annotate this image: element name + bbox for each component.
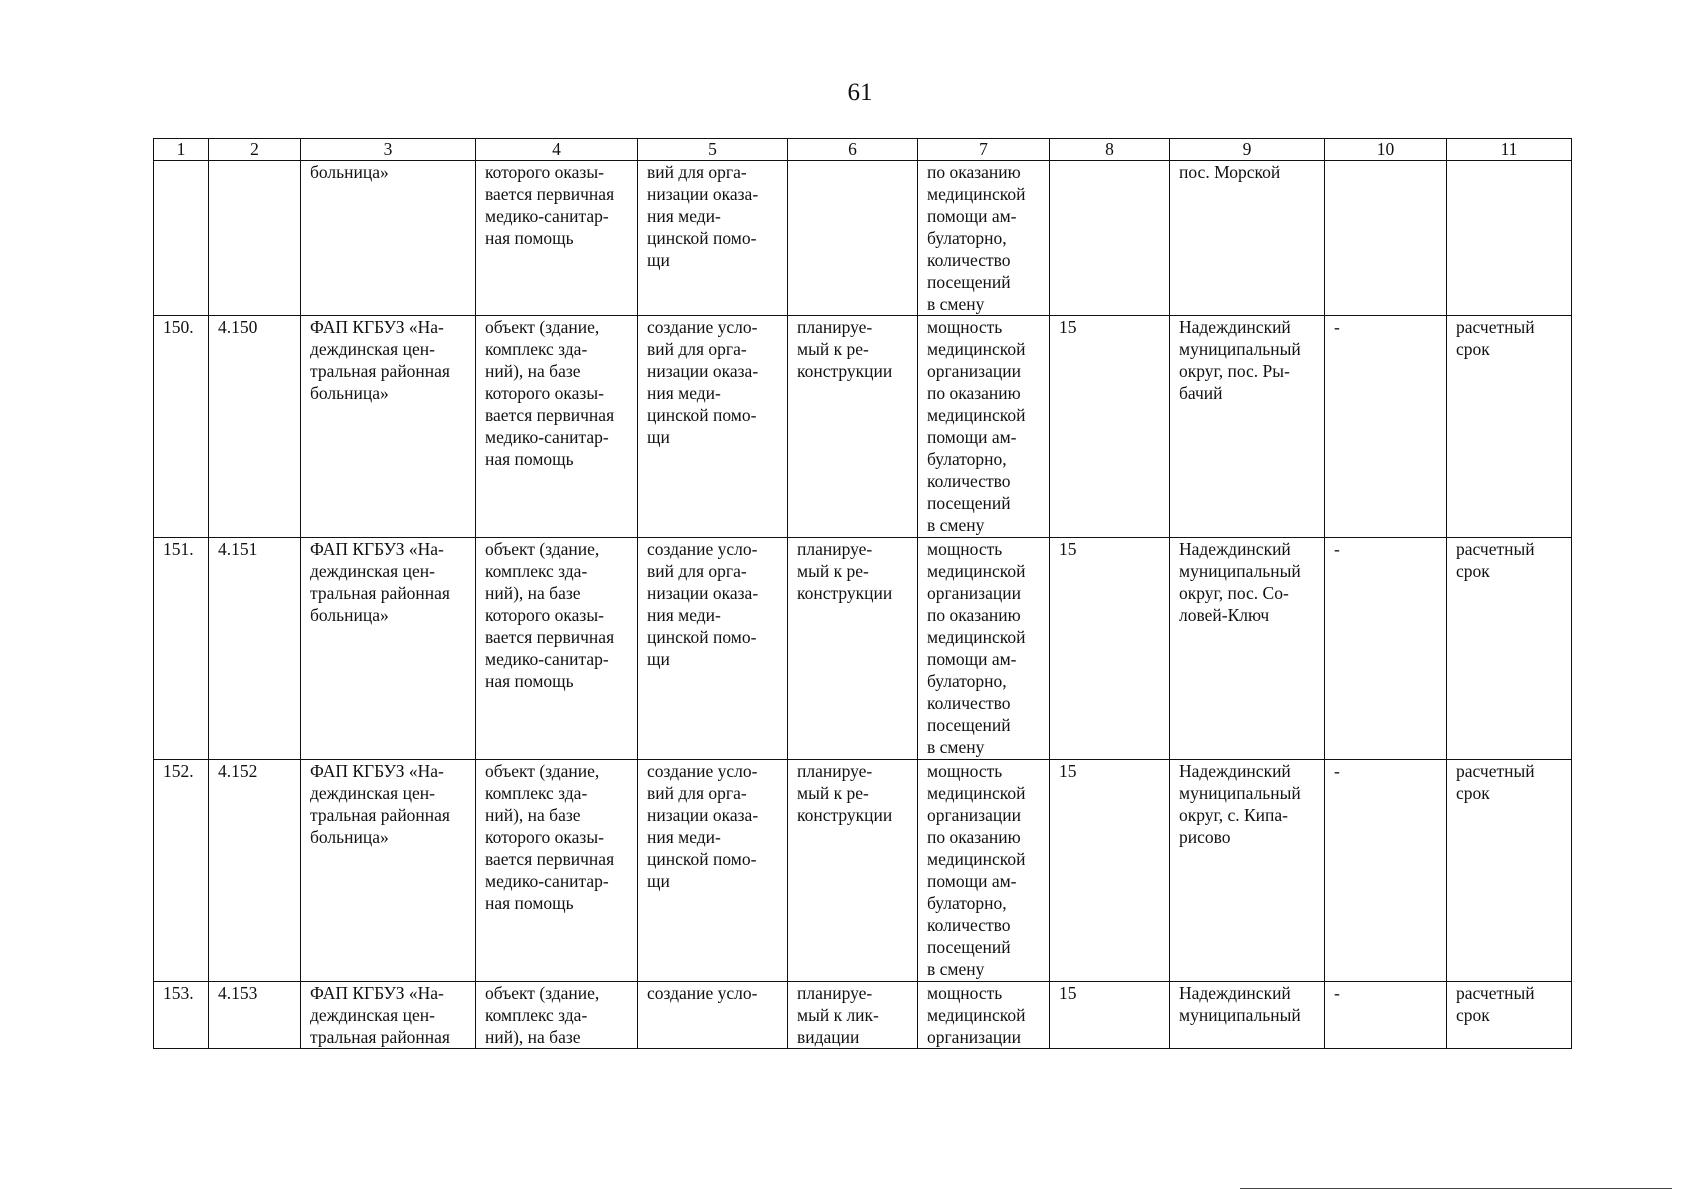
value-cell: [1050, 161, 1170, 316]
col10-cell: -: [1325, 538, 1447, 760]
column-header: 8: [1050, 139, 1170, 161]
column-header: 7: [918, 139, 1050, 161]
object-cell: объект (здание, комплекс зда- ний), на базе которого оказы- вается первичная медико-санитар- ная помощь: [476, 316, 638, 538]
object-cell: которого оказы- вается первичная медико-санитар- ная помощь: [476, 161, 638, 316]
table-row: [154, 161, 1572, 316]
purpose-cell: создание усло- вий для орга- низации оказа- ния меди- цинской помо- щи: [638, 316, 788, 538]
row-number-cell: 150.: [154, 316, 209, 538]
indicator-cell: по оказанию медицинской помощи ам- булаторно, количество посещений в смену: [918, 161, 1050, 316]
code-cell: 4.151: [209, 538, 301, 760]
column-number-row: [154, 139, 1572, 161]
row-number-cell: 153.: [154, 982, 209, 1049]
col10-cell: -: [1325, 982, 1447, 1049]
column-header: 5: [638, 139, 788, 161]
term-cell: расчетный срок: [1447, 538, 1572, 760]
code-cell: 4.152: [209, 760, 301, 982]
indicator-cell: мощность медицинской организации по оказанию медицинской помощи ам- булаторно, количество посещений в смену: [918, 760, 1050, 982]
indicator-cell: мощность медицинской организации по оказанию медицинской помощи ам- булаторно, количество посещений в смену: [918, 538, 1050, 760]
indicator-cell: мощность медицинской организации: [918, 982, 1050, 1049]
value-cell: 15: [1050, 982, 1170, 1049]
name-cell: больница»: [301, 161, 476, 316]
location-cell: Надеждинский муниципальный округ, с. Кипа- рисово: [1170, 760, 1325, 982]
page-number: 61: [847, 79, 873, 106]
name-cell: ФАП КГБУЗ «На- деждинская цен- тральная районная: [301, 982, 476, 1049]
row-number-cell: 151.: [154, 538, 209, 760]
code-cell: 4.153: [209, 982, 301, 1049]
document-table: [153, 138, 1572, 1049]
table-row: [154, 760, 1572, 982]
col10-cell: -: [1325, 760, 1447, 982]
term-cell: [1447, 161, 1572, 316]
name-cell: ФАП КГБУЗ «На- деждинская цен- тральная районная больница»: [301, 760, 476, 982]
column-header: 10: [1325, 139, 1447, 161]
object-cell: объект (здание, комплекс зда- ний), на базе которого оказы- вается первичная медико-санитар- ная помощь: [476, 538, 638, 760]
footer-rule: [1240, 1188, 1672, 1189]
purpose-cell: вий для орга- низации оказа- ния меди- цинской помо- щи: [638, 161, 788, 316]
location-cell: пос. Морской: [1170, 161, 1325, 316]
row-number-cell: 152.: [154, 760, 209, 982]
col10-cell: -: [1325, 316, 1447, 538]
location-cell: Надеждинский муниципальный округ, пос. Ры- бачий: [1170, 316, 1325, 538]
table-row: [154, 316, 1572, 538]
status-cell: планируе- мый к лик- видации: [788, 982, 918, 1049]
col10-cell: [1325, 161, 1447, 316]
status-cell: планируе- мый к ре- конструкции: [788, 316, 918, 538]
value-cell: 15: [1050, 316, 1170, 538]
table-row: [154, 982, 1572, 1049]
term-cell: расчетный срок: [1447, 760, 1572, 982]
name-cell: ФАП КГБУЗ «На- деждинская цен- тральная районная больница»: [301, 316, 476, 538]
location-cell: Надеждинский муниципальный: [1170, 982, 1325, 1049]
value-cell: 15: [1050, 760, 1170, 982]
purpose-cell: создание усло- вий для орга- низации оказа- ния меди- цинской помо- щи: [638, 760, 788, 982]
status-cell: [788, 161, 918, 316]
name-cell: ФАП КГБУЗ «На- деждинская цен- тральная районная больница»: [301, 538, 476, 760]
purpose-cell: создание усло-: [638, 982, 788, 1049]
column-header: 6: [788, 139, 918, 161]
location-cell: Надеждинский муниципальный округ, пос. Со- ловей-Ключ: [1170, 538, 1325, 760]
column-header: 11: [1447, 139, 1572, 161]
code-cell: [209, 161, 301, 316]
column-header: 1: [154, 139, 209, 161]
column-header: 3: [301, 139, 476, 161]
row-number-cell: [154, 161, 209, 316]
object-cell: объект (здание, комплекс зда- ний), на базе: [476, 982, 638, 1049]
term-cell: расчетный срок: [1447, 982, 1572, 1049]
object-cell: объект (здание, комплекс зда- ний), на базе которого оказы- вается первичная медико-санитар- ная помощь: [476, 760, 638, 982]
column-header: 4: [476, 139, 638, 161]
purpose-cell: создание усло- вий для орга- низации оказа- ния меди- цинской помо- щи: [638, 538, 788, 760]
column-header: 9: [1170, 139, 1325, 161]
value-cell: 15: [1050, 538, 1170, 760]
status-cell: планируе- мый к ре- конструкции: [788, 538, 918, 760]
code-cell: 4.150: [209, 316, 301, 538]
table-row: [154, 538, 1572, 760]
term-cell: расчетный срок: [1447, 316, 1572, 538]
status-cell: планируе- мый к ре- конструкции: [788, 760, 918, 982]
indicator-cell: мощность медицинской организации по оказанию медицинской помощи ам- булаторно, количество посещений в смену: [918, 316, 1050, 538]
column-header: 2: [209, 139, 301, 161]
